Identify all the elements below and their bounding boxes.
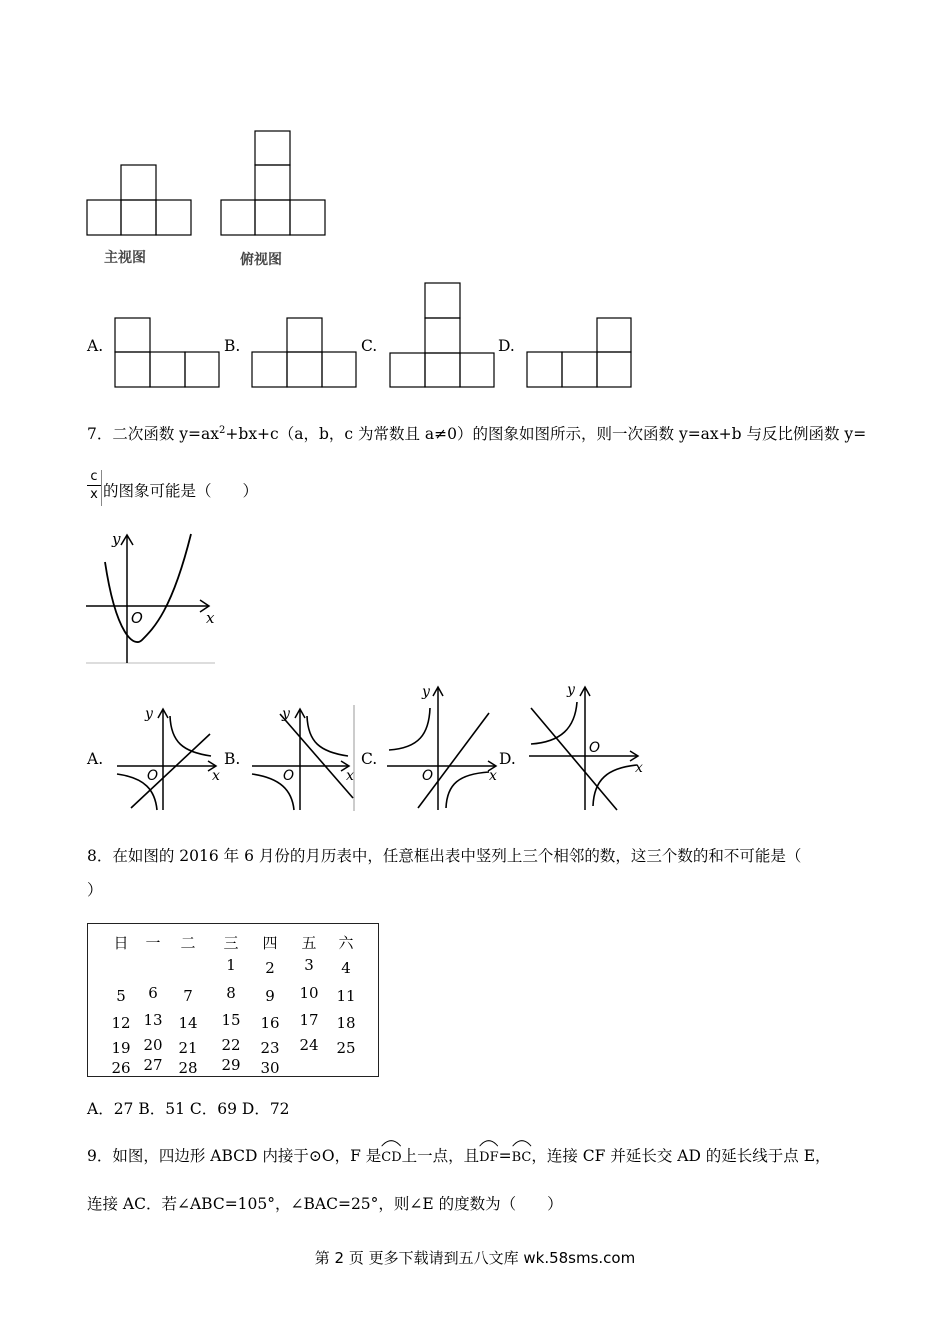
calendar-day: 9 — [265, 987, 275, 1005]
calendar-day: 25 — [336, 1039, 356, 1057]
q7-option-d-graph — [527, 680, 647, 812]
q6-option-c-figure — [389, 282, 495, 388]
q7-option-c-label: C. — [361, 750, 378, 768]
calendar-day: 27 — [143, 1056, 163, 1074]
calendar-table — [87, 923, 379, 1077]
q7-fraction: c x — [87, 468, 101, 503]
q7-option-a-graph — [115, 700, 225, 812]
calendar-day: 18 — [336, 1014, 356, 1032]
front-view-label: 主视图 — [104, 250, 146, 266]
q7-option-a-label: A. — [87, 750, 104, 768]
calendar-day: 13 — [143, 1011, 163, 1029]
q6-option-c-label: C. — [361, 337, 378, 355]
svg-text:x: x — [346, 768, 354, 784]
calendar-day: 30 — [260, 1059, 280, 1077]
calendar-day: 22 — [221, 1036, 241, 1054]
calendar-day: 28 — [178, 1059, 198, 1077]
q6-option-b-figure — [251, 317, 357, 388]
q9-stem-line1: 9．如图，四边形 ABCD 内接于⊙O，F 是 CD上一点，且 DF= BC，连接 CF 并延长交 AD 的延长线于点 E， — [87, 1146, 831, 1168]
calendar-weekday: 二 — [180, 934, 196, 952]
calendar-day: 10 — [299, 984, 319, 1002]
q7-fraction-bar — [101, 470, 102, 506]
top-view-label: 俯视图 — [240, 252, 282, 268]
q9-stem-line2: 连接 AC．若∠ABC=105°，∠BAC=25°，则∠E 的度数为（ ） — [87, 1195, 563, 1213]
calendar-day: 12 — [111, 1014, 131, 1032]
front-view-figure — [86, 164, 192, 236]
calendar-day: 17 — [299, 1011, 319, 1029]
q6-option-a-label: A. — [87, 337, 104, 355]
calendar-day: 15 — [221, 1011, 241, 1029]
calendar-day: 2 — [265, 959, 275, 977]
arc-df: DF — [479, 1146, 498, 1168]
calendar-day: 3 — [304, 956, 314, 974]
q7-stem-line1: 7．二次函数 $y=ax^2+bx+c(a$，b，c 为常数且 a≠0）的图象如图所示，则一次函数 y=ax+b 与反比例函数 y= — [87, 425, 867, 444]
calendar-day: 5 — [116, 987, 126, 1005]
calendar-day: 20 — [143, 1036, 163, 1054]
calendar-weekday: 日 — [113, 934, 129, 952]
q6-option-b-label: B. — [224, 337, 241, 355]
calendar-weekday: 一 — [145, 934, 161, 952]
q7-stem-line2: 的图象可能是（ ） — [103, 482, 259, 500]
svg-text:O: O — [422, 768, 434, 784]
calendar-day: 16 — [260, 1014, 280, 1032]
svg-text:x: x — [635, 760, 643, 776]
svg-text:y: y — [422, 684, 430, 700]
q8-stem-line1: 8．在如图的 2016 年 6 月份的月历表中，任意框出表中竖列上三个相邻的数，这三个数的和不可能是（ — [87, 847, 802, 865]
calendar-day: 4 — [341, 959, 351, 977]
page-footer: 第 2 页 更多下载请到五八文库 wk.58sms.com — [314, 1249, 636, 1267]
calendar-weekday: 六 — [338, 934, 354, 952]
q7-graph-origin-label: O — [131, 609, 143, 627]
calendar-day: 21 — [178, 1039, 198, 1057]
top-view-figure — [220, 130, 326, 236]
q8-stem-line2: ） — [87, 881, 103, 899]
svg-text:O: O — [589, 740, 601, 756]
svg-text:y: y — [282, 706, 290, 722]
arc-cd: CD — [381, 1146, 401, 1168]
calendar-weekday: 三 — [223, 934, 239, 952]
arc-bc: BC — [512, 1146, 532, 1168]
q7-option-b-graph — [250, 700, 360, 812]
svg-text:x: x — [212, 768, 220, 784]
svg-text:y: y — [567, 682, 575, 698]
calendar-day: 24 — [299, 1036, 319, 1054]
calendar-day: 6 — [148, 984, 158, 1002]
q7-graph-x-label: x — [206, 609, 215, 627]
calendar-weekday: 四 — [262, 934, 278, 952]
q6-option-d-label: D. — [498, 337, 515, 355]
q7-graph-y-label: y — [112, 530, 121, 548]
calendar-weekday: 五 — [301, 934, 317, 952]
q8-answer-options: A．27 B．51 C．69 D．72 — [87, 1100, 290, 1118]
q7-parabola-graph — [86, 530, 218, 665]
svg-text:y: y — [145, 706, 153, 722]
q7-option-d-label: D. — [499, 750, 516, 768]
calendar-day: 11 — [336, 987, 356, 1005]
svg-text:x: x — [489, 768, 497, 784]
calendar-day: 8 — [226, 984, 236, 1002]
calendar-day: 7 — [183, 987, 193, 1005]
q7-option-c-graph — [385, 680, 500, 812]
calendar-day: 14 — [178, 1014, 198, 1032]
calendar-day: 26 — [111, 1059, 131, 1077]
q6-option-a-figure — [114, 317, 220, 388]
calendar-day: 19 — [111, 1039, 131, 1057]
q7-option-b-label: B. — [224, 750, 241, 768]
calendar-day: 23 — [260, 1039, 280, 1057]
svg-text:O: O — [283, 768, 295, 784]
calendar-day: 29 — [221, 1056, 241, 1074]
svg-text:O: O — [147, 768, 159, 784]
calendar-day: 1 — [226, 956, 236, 974]
q6-option-d-figure — [526, 317, 632, 388]
